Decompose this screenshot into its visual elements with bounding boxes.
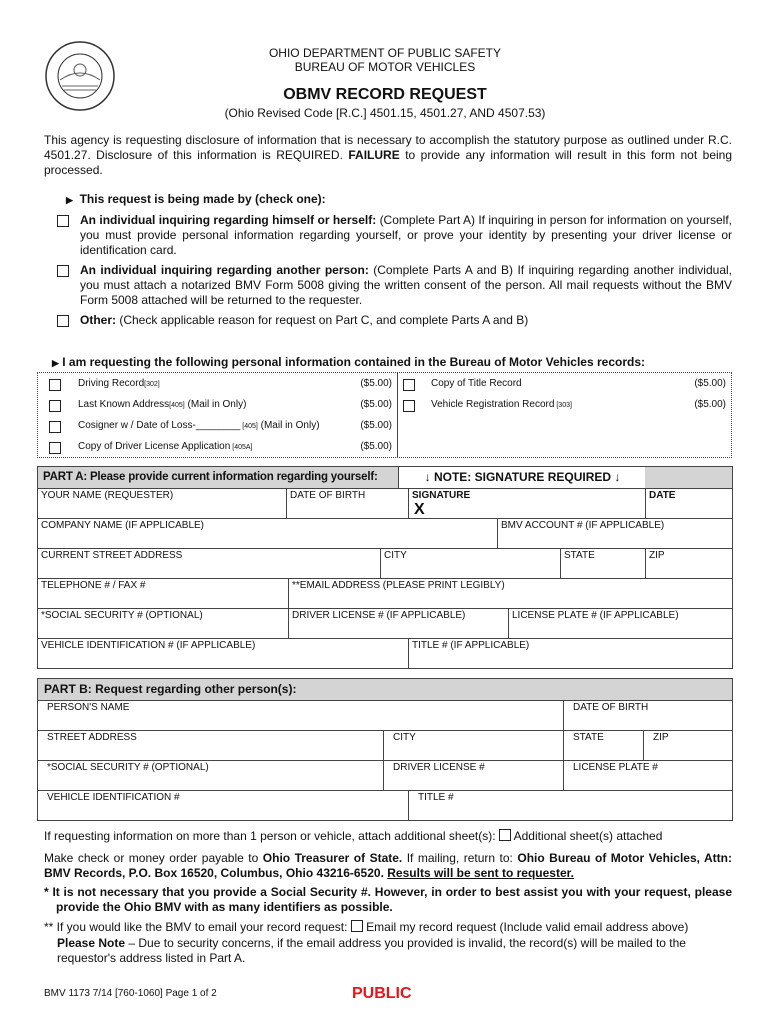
signature-note: ↓ NOTE: SIGNATURE REQUIRED ↓: [398, 467, 647, 489]
checkbox-another[interactable]: [57, 265, 69, 277]
record-item: [431, 378, 726, 389]
part-a-field[interactable]: **EMAIL ADDRESS (PLEASE PRINT LEGIBLY): [288, 578, 733, 609]
part-a-field[interactable]: CITY: [380, 548, 561, 579]
part-a-field[interactable]: DATE: [645, 488, 733, 519]
triangle-icon: ▶: [66, 195, 73, 205]
option-self: An individual inquiring regarding himself or herself: (Complete Part A) If inquiring in person for information on yourself, you must provide personal information regarding yourself, or prove your identity by presenting your driver license or identification card.: [44, 213, 732, 258]
part-b-field[interactable]: STATE: [563, 730, 644, 761]
part-a-field[interactable]: LICENSE PLATE # (IF APPLICABLE): [508, 608, 733, 639]
part-b-field[interactable]: TITLE #: [408, 790, 733, 821]
bureau-name: BUREAU OF MOTOR VEHICLES: [294, 60, 476, 74]
part-a-field[interactable]: YOUR NAME (REQUESTER): [37, 488, 287, 519]
record-item-label: Copy of Title Record: [431, 378, 522, 389]
arrow-down-icon: ↓: [614, 470, 621, 484]
record-item-label: Vehicle Registration Record [303]: [431, 399, 572, 410]
record-price: ($5.00): [360, 399, 392, 410]
part-a-field[interactable]: SIGNATURE: [408, 488, 646, 519]
record-price: ($5.00): [694, 378, 726, 389]
form-id: BMV 1173 7/14 [760-1060] Page 1 of 2: [44, 988, 217, 999]
public-label: PUBLIC: [352, 985, 412, 1002]
part-b-field[interactable]: DATE OF BIRTH: [563, 700, 733, 731]
part-a-header: PART A: Please provide current information regarding yourself:: [38, 467, 398, 489]
email-note: Please Note – Due to security concerns, if the email address you provided is invalid, the record(s) will be mailed to the requestor's address listed in Part A.: [57, 936, 686, 965]
part-a-field[interactable]: STATE: [560, 548, 646, 579]
signature-x: X: [414, 501, 425, 518]
record-item-label: Copy of Driver License Application [405A]: [78, 441, 253, 452]
part-b-field[interactable]: VEHICLE IDENTIFICATION #: [37, 790, 409, 821]
checkbox-record[interactable]: [49, 442, 61, 454]
record-item: [431, 399, 726, 410]
part-b-field[interactable]: PERSON'S NAME: [37, 700, 564, 731]
part-b-field[interactable]: CITY: [383, 730, 564, 761]
record-price: ($5.00): [360, 378, 392, 389]
form-title: OBMV RECORD REQUEST: [283, 86, 487, 103]
part-b-field[interactable]: DRIVER LICENSE #: [383, 760, 564, 791]
record-item-label: Driving Record[302]: [78, 378, 160, 389]
checkbox-self[interactable]: [57, 215, 69, 227]
revised-code: (Ohio Revised Code [R.C.] 4501.15, 4501.27, AND 4507.53): [224, 106, 546, 120]
payment-info: Make check or money order payable to Ohio Treasurer of State. If mailing, return to: Ohio Bureau of Motor Vehicles, Attn: BMV Records, P.O. Box 16520, Columbus, Ohio 43216-6520. Results will be sent to requester.: [44, 851, 732, 880]
part-a-field[interactable]: CURRENT STREET ADDRESS: [37, 548, 381, 579]
agency-name: OHIO DEPARTMENT OF PUBLIC SAFETY: [268, 46, 502, 60]
records-heading: ▶ I am requesting the following personal information contained in the Bureau of Motor Vehicles records:: [52, 355, 646, 369]
part-a-field[interactable]: COMPANY NAME (IF APPLICABLE): [37, 518, 498, 549]
part-b-field[interactable]: *SOCIAL SECURITY # (OPTIONAL): [37, 760, 384, 791]
record-price: ($5.00): [694, 399, 726, 410]
option-another: An individual inquiring regarding another person: (Complete Parts A and B) If inquiring regarding another individual, you must attach a notarized BMV Form 5008 giving the written consent of the person. All mail requests without the BMV Form 5008 attached will be returned to the requester.: [44, 263, 732, 308]
additional-sheets-text: If requesting information on more than 1 person or vehicle, attach additional sheet(s): Additional sheet(s) attached: [44, 829, 663, 843]
checkbox-record[interactable]: [49, 379, 61, 391]
part-a-field[interactable]: *SOCIAL SECURITY # (OPTIONAL): [37, 608, 289, 639]
part-b-field[interactable]: STREET ADDRESS: [37, 730, 384, 761]
part-a-field[interactable]: TELEPHONE # / FAX #: [37, 578, 289, 609]
part-b-field[interactable]: ZIP: [643, 730, 733, 761]
part-b-field[interactable]: LICENSE PLATE #: [563, 760, 733, 791]
checkbox-record[interactable]: [403, 379, 415, 391]
option-other: Other: (Check applicable reason for request on Part C, and complete Parts A and B): [44, 313, 732, 328]
record-item: [78, 441, 392, 452]
checkbox-additional-sheets[interactable]: [499, 829, 511, 841]
arrow-down-icon: ↓: [424, 470, 431, 484]
record-item-label: Last Known Address[405] (Mail in Only): [78, 399, 247, 410]
part-a-field[interactable]: VEHICLE IDENTIFICATION # (IF APPLICABLE): [37, 638, 409, 669]
record-item: [78, 420, 392, 431]
record-item: [78, 378, 392, 389]
request-section: [44, 133, 732, 328]
checkbox-record[interactable]: [49, 421, 61, 433]
part-a-field[interactable]: ZIP: [645, 548, 733, 579]
ssn-note: * It is not necessary that you provide a Social Security #. However, in order to best assist you with your request, please provide the Ohio BMV with as many identifiers as possible.: [44, 885, 732, 914]
checkbox-record[interactable]: [403, 400, 415, 412]
triangle-icon: ▶: [52, 358, 59, 368]
record-price: ($5.00): [360, 420, 392, 431]
part-a-field[interactable]: DATE OF BIRTH: [286, 488, 409, 519]
part-a-field[interactable]: DRIVER LICENSE # (IF APPLICABLE): [288, 608, 509, 639]
record-item-label: Cosigner w / Date of Loss-________ [405] (Mail in Only): [78, 420, 320, 431]
checkbox-record[interactable]: [49, 400, 61, 412]
record-item: [78, 399, 392, 410]
request-heading: ▶ This request is being made by (check one):: [66, 192, 326, 206]
email-option: ** If you would like the BMV to email your record request: Email my record request (Include valid email address above): [44, 920, 689, 934]
part-a-field[interactable]: BMV ACCOUNT # (IF APPLICABLE): [497, 518, 733, 549]
part-a-field[interactable]: TITLE # (IF APPLICABLE): [408, 638, 733, 669]
intro-text: This agency is requesting disclosure of information that is necessary to accomplish the statutory purpose as outlined under R.C. 4501.27. Disclosure of this information is REQUIRED. FAILURE to provide any information will result in this form not being processed.: [44, 133, 733, 177]
record-price: ($5.00): [360, 441, 392, 452]
part-b-header: PART B: Request regarding other person(s):: [38, 679, 732, 701]
checkbox-email-request[interactable]: [351, 920, 363, 932]
checkbox-other[interactable]: [57, 315, 69, 327]
